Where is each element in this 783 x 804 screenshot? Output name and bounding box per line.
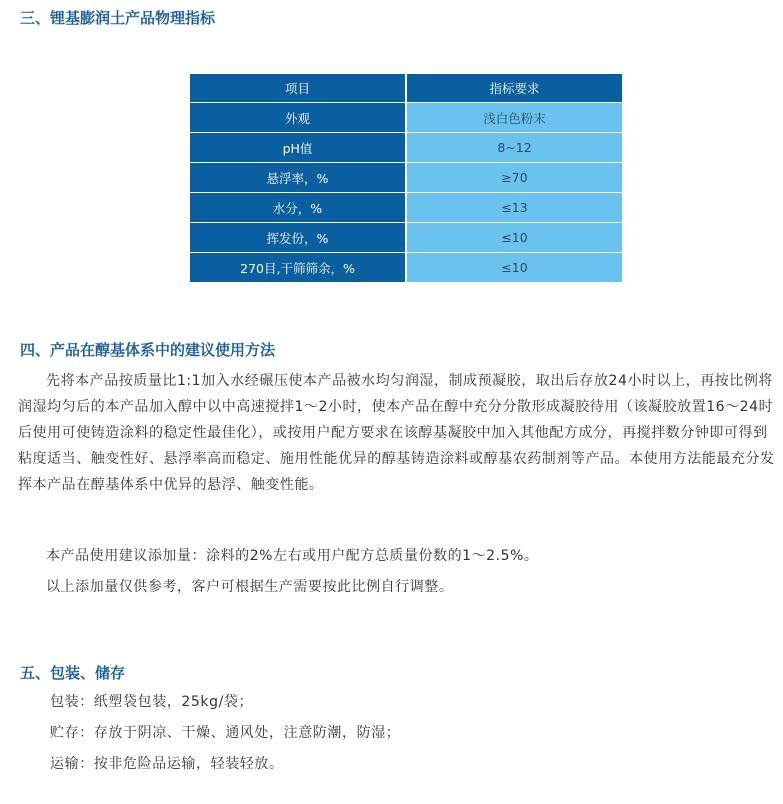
section-title-physical-indicators: 三、锂基膨润土产品物理指标	[20, 9, 216, 27]
row-value: ≤10	[406, 253, 622, 283]
row-item: pH值	[190, 133, 406, 163]
row-item: 挥发份，%	[190, 223, 406, 253]
usage-paragraph: 先将本产品按质量比1:1加入水经碾压使本产品被水均匀润湿，制成预凝胶，取出后存放24小时以上，再按比例将润湿均匀后的本产品加入醇中以中高速搅拌1～2小时，使本产品在醇中充分分散形成凝胶待用（该凝胶放置16～24时后使用可使铸造涂料的稳定性最佳化），或按用户配方要求在该醇基凝胶中加入其他配方成分，再搅拌数分钟即可得到粘度适当、触变性好、悬浮率高而稳定、施用性能优异的醇基铸造涂料或醇基农药制剂等产品。本使用方法能最充分发挥本产品在醇基体系中优异的悬浮、触变性能。	[18, 373, 775, 493]
physical-indicators-table	[190, 74, 622, 283]
section-title-usage-method: 四、产品在醇基体系中的建议使用方法	[20, 341, 276, 359]
table-row	[190, 163, 622, 193]
row-item: 270目,干筛筛余，%	[190, 253, 406, 283]
row-value: 8~12	[406, 133, 622, 163]
storage-line: 贮存：存放于阴凉、干燥、通风处，注意防潮，防湿；	[50, 725, 401, 741]
dosage-paragraph: 本产品使用建议添加量：涂料的2%左右或用户配方总质量份数的1～2.5%。	[46, 548, 539, 564]
table-row	[190, 103, 622, 133]
row-value: ≤10	[406, 223, 622, 253]
table-row	[190, 223, 622, 253]
row-value: ≥70	[406, 163, 622, 193]
header-requirement: 指标要求	[406, 74, 622, 103]
row-item: 水分，%	[190, 193, 406, 223]
header-item: 项目	[190, 74, 406, 103]
section-title-packaging-storage: 五、包装、储存	[20, 664, 126, 682]
reference-note-paragraph: 以上添加量仅供参考，客户可根据生产需要按此比例自行调整。	[46, 579, 454, 595]
transport-line: 运输：按非危险品运输，轻装轻放。	[50, 756, 284, 772]
row-item: 外观	[190, 103, 406, 133]
row-value: 浅白色粉末	[406, 103, 622, 133]
row-item: 悬浮率，%	[190, 163, 406, 193]
table-row	[190, 253, 622, 283]
row-value: ≤13	[406, 193, 622, 223]
packaging-line: 包装：纸塑袋包装，25kg/袋；	[50, 694, 254, 710]
table-header-row	[190, 74, 622, 103]
table-row	[190, 193, 622, 223]
table-row	[190, 133, 622, 163]
